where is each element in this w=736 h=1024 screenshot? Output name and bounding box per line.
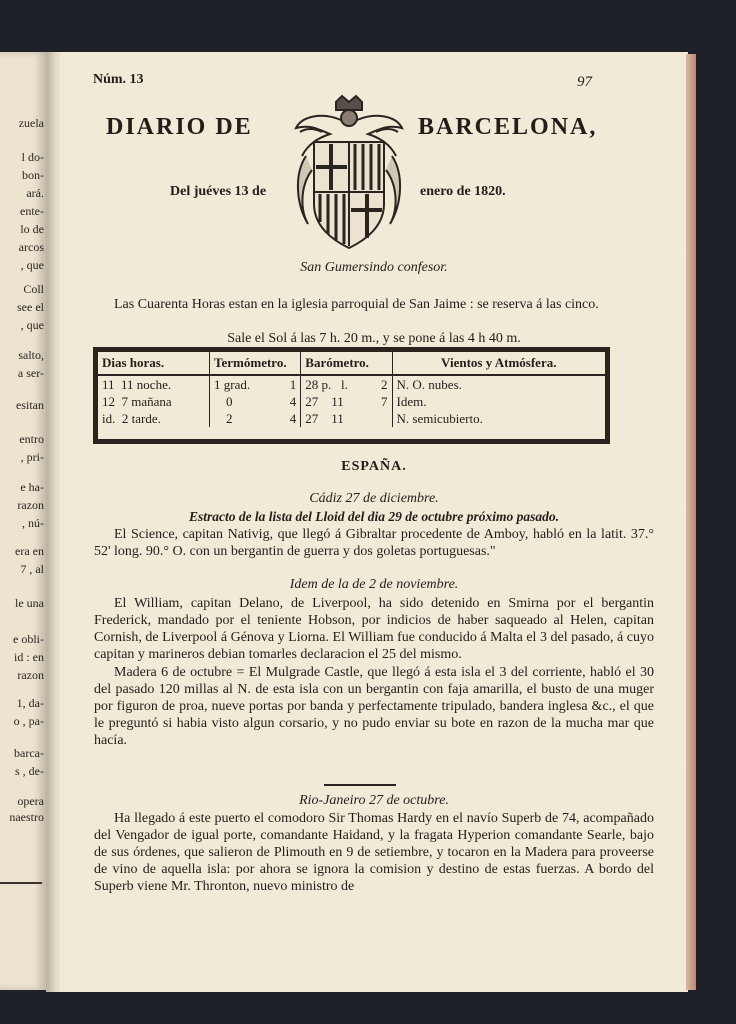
page-number: 97 bbox=[577, 74, 592, 90]
left-page-line: id : en bbox=[14, 650, 44, 664]
weather-row bbox=[98, 410, 605, 427]
weather-col-header: Vientos y Atmósfera. bbox=[392, 352, 605, 375]
date-line-left: Del juéves 13 de bbox=[170, 184, 267, 199]
left-page-line: salto, bbox=[18, 348, 44, 362]
article-paragraph: El William, capitan Delano, de Liverpool, ha sido detenido en Smirna por el bergantin Frederick, mandado por el teniente Hobson, por indicios de haber saqueado al Helen, capitan Cornish, de Liverpool á Génova y Liorna. El William fue conducido á Malta el 3 del pasado, á cuyo capitan y marineros debian tomarles declaracion el 25 del mismo. bbox=[94, 596, 654, 662]
left-page-line: lo de bbox=[20, 222, 44, 236]
weather-col-header: Dias horas. bbox=[98, 352, 210, 375]
left-page-line: Coll bbox=[23, 282, 44, 296]
masthead-right: BARCELONA, bbox=[418, 114, 598, 140]
section-heading: ESPAÑA. bbox=[341, 459, 407, 474]
left-page-line: bon- bbox=[22, 168, 44, 182]
left-page-line: s , de- bbox=[15, 764, 44, 778]
left-page-line: zuela bbox=[18, 116, 44, 130]
date-line-right: enero de 1820. bbox=[420, 184, 506, 199]
left-page-line: , que bbox=[20, 258, 44, 272]
idem-heading: Idem de la de 2 de noviembre. bbox=[289, 577, 459, 592]
left-page-line: , que bbox=[20, 318, 44, 332]
weather-baro: 28 p. bbox=[305, 376, 332, 392]
left-page-rule bbox=[0, 882, 42, 884]
left-page-line: le una bbox=[15, 596, 44, 610]
forty-hours-notice: Las Cuarenta Horas estan en la iglesia parroquial de San Jaime : se reserva á las cinco. bbox=[114, 297, 599, 312]
weather-day: 11 bbox=[102, 376, 115, 392]
left-page-line: e obli- bbox=[13, 632, 44, 646]
left-page-line: razon bbox=[17, 498, 44, 512]
left-page-line: opera bbox=[17, 794, 44, 808]
sunrise-sunset: Sale el Sol á las 7 h. 20 m., y se pone á las 4 h 40 m. bbox=[227, 331, 521, 346]
weather-thermo: 1 grad. bbox=[214, 376, 251, 392]
left-page-line: esitan bbox=[16, 398, 44, 412]
left-page-line: 7 , al bbox=[20, 562, 44, 576]
weather-baro-lines: 11 bbox=[331, 410, 344, 426]
left-page-line: ará. bbox=[26, 186, 44, 200]
saint-of-day: San Gumersindo confesor. bbox=[300, 260, 448, 275]
left-page-line: , pri- bbox=[20, 450, 44, 464]
lloyd-list-title: Estracto de la lista del Lloid del dia 29 de octubre próximo pasado. bbox=[188, 509, 560, 524]
section-divider bbox=[324, 784, 396, 786]
left-page-line: naestro bbox=[9, 810, 44, 824]
weather-baro-lines: 11 bbox=[331, 393, 344, 409]
weather-wind: Idem. bbox=[396, 393, 427, 409]
weather-wind: N. semicubierto. bbox=[396, 410, 483, 426]
left-page-line: see el bbox=[17, 300, 44, 314]
weather-thermo-frac: 4 bbox=[289, 393, 297, 409]
weather-day: id. bbox=[102, 410, 116, 426]
rio-dateline: Rio-Janeiro 27 de octubre. bbox=[299, 793, 449, 808]
left-page-line: o , pa- bbox=[13, 714, 44, 728]
left-page-line: barca- bbox=[14, 746, 44, 760]
weather-thermo: 2 bbox=[226, 410, 233, 426]
previous-page-fragment bbox=[0, 52, 46, 990]
coat-of-arms-crest-icon bbox=[292, 94, 406, 252]
left-page-line: , nú- bbox=[22, 516, 44, 530]
left-page-line: l do- bbox=[21, 150, 44, 164]
article-paragraph: El Science, capitan Nativig, que llegó á Gibraltar procedente de Amboy, habló en la latit. 37.° 52' long. 90.° O. con un bergantin de guerra y dos goletas portuguesas." bbox=[94, 527, 654, 559]
page-edge bbox=[686, 54, 696, 990]
left-page-line: arcos bbox=[18, 240, 44, 254]
weather-baro-frac: 7 bbox=[381, 393, 388, 409]
weather-table bbox=[93, 347, 610, 444]
left-page-line: 1, da- bbox=[16, 696, 44, 710]
left-page-line: entro bbox=[19, 432, 44, 446]
weather-col-header: Termómetro. bbox=[210, 352, 301, 375]
article-paragraph: Madera 6 de octubre = El Mulgrade Castle, que llegó á esta isla el 3 del corriente, habló el 30 del pasado 120 millas al N. de esta isla con un bergantin con faja amarilla, el busto de una muger por figuron de proa, nueve portas por banda y perfectamente tripulado, bandera inglesa &c., el que le preguntó si habia visto algun corsario, y no pudo enviar su bote en razon de la mucha mar que hacía. bbox=[94, 665, 654, 748]
weather-thermo-frac: 4 bbox=[289, 410, 297, 426]
weather-baro-frac: 2 bbox=[381, 376, 388, 392]
masthead-left: DIARIO DE bbox=[106, 114, 253, 140]
weather-baro-lines: l. bbox=[341, 376, 348, 392]
weather-thermo: 0 bbox=[226, 393, 233, 409]
left-page-line: razon bbox=[17, 668, 44, 682]
newspaper-page bbox=[60, 52, 688, 992]
weather-baro: 27 bbox=[305, 393, 319, 409]
weather-hour: 2 tarde. bbox=[121, 410, 161, 426]
left-page-line: a ser- bbox=[17, 366, 44, 380]
weather-row bbox=[98, 393, 605, 410]
weather-thermo-frac: 1 bbox=[289, 376, 297, 392]
weather-baro: 27 bbox=[305, 410, 319, 426]
left-page-line: e ha- bbox=[20, 480, 44, 494]
left-page-line: ente- bbox=[20, 204, 44, 218]
weather-row bbox=[98, 375, 605, 393]
weather-col-header: Barómetro. bbox=[301, 352, 392, 375]
weather-wind: N. O. nubes. bbox=[396, 376, 462, 392]
article-paragraph: Ha llegado á este puerto el comodoro Sir Thomas Hardy en el navío Superb de 74, acompañado del Vengador de igual porte, comandante Haidand, y la fragata Hyperion comandante Searle, bajo de sus órdenes, que salieron de Plimouth en 9 de setiembre, y tocaron en la Madera para proveerse de vino de aquella isla: por ahora se ignora la comision y destino de estas fuerzas. A bordo del Superb viene Mr. Thronton, nuevo ministro de bbox=[94, 811, 654, 894]
issue-number: Núm. 13 bbox=[93, 72, 144, 87]
weather-day: 12 bbox=[102, 393, 115, 409]
left-page-line: era en bbox=[15, 544, 44, 558]
weather-hour: 7 mañana bbox=[121, 393, 172, 409]
weather-hour: 11 noche. bbox=[121, 376, 172, 392]
cadiz-dateline: Cádiz 27 de diciembre. bbox=[309, 491, 439, 506]
